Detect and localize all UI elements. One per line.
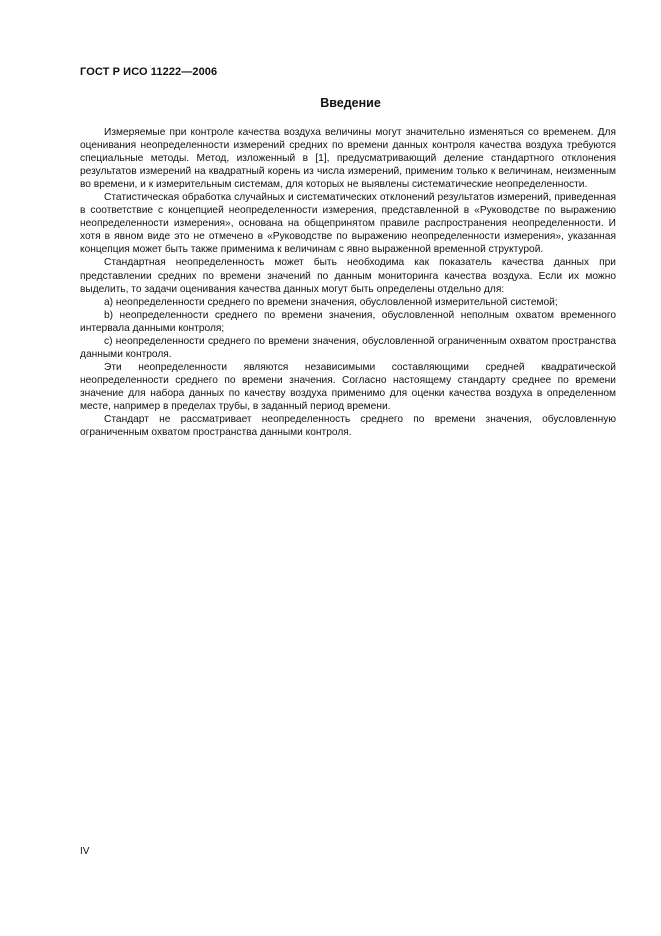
document-header: ГОСТ Р ИСО 11222—2006	[80, 66, 218, 78]
page-number: IV	[80, 846, 90, 857]
list-item-c: с) неопределенности среднего по времени значения, обусловленной ограниченным охватом пространства данными контроля.	[80, 335, 616, 360]
section-title: Введение	[320, 96, 381, 110]
paragraph-independent-components: Эти неопределенности являются независимыми составляющими средней квадратической неопределенности среднего по времени значения. Согласно настоящему стандарту среднее по времени значение для набора данных по качеству воздуха применимо для оценки качества воздуха в определенном месте, например в пределах трубы, в заданный период времени.	[80, 361, 616, 412]
paragraph-scope-exclusion: Стандарт не рассматривает неопределенность среднего по времени значения, обусловленную ограниченным охватом пространства данными контроля.	[80, 414, 616, 439]
paragraph-statistics: Статистическая обработка случайных и систематических отклонений результатов измерений, приведенная в соответствие с концепцией неопределенности измерения, представленной в «Руководстве по выражению неопределенности измерения», основана на общепринятом правиле распространения неопределенности. И хотя в явном виде это не отмечено в «Руководстве по выражению неопределенности измерения», указанная концепция может быть также применима к величинам с явно выраженной временной структурой.	[80, 192, 616, 256]
list-item-b: b) неопределенности среднего по времени значения, обусловленной неполным охватом временного интервала данными контроля;	[80, 309, 616, 334]
list-item-a: а) неопределенности среднего по времени значения, обусловленной измерительной системой;	[104, 296, 558, 308]
paragraph-intro: Измеряемые при контроле качества воздуха величины могут значительно изменяться со временем. Для оценивания неопределенности измерений средних по времени данных контроля качества воздуха требуются специальные методы. Метод, изложенный в [1], предусматривающий деление стандартного отклонения результатов измерений на квадратный корень из числа измерений, применим только к величинам, неизменным во времени, и к измерительным системам, для которых не выявлены систематические неопределенности.	[80, 127, 616, 191]
paragraph-standard-uncertainty: Стандартная неопределенность может быть необходима как показатель качества данных при представлении средних по времени значений по данным мониторинга качества воздуха. Если их можно выделить, то задачи оценивания качества данных могут быть определены отдельно для:	[80, 257, 616, 295]
body-text	[80, 126, 616, 439]
